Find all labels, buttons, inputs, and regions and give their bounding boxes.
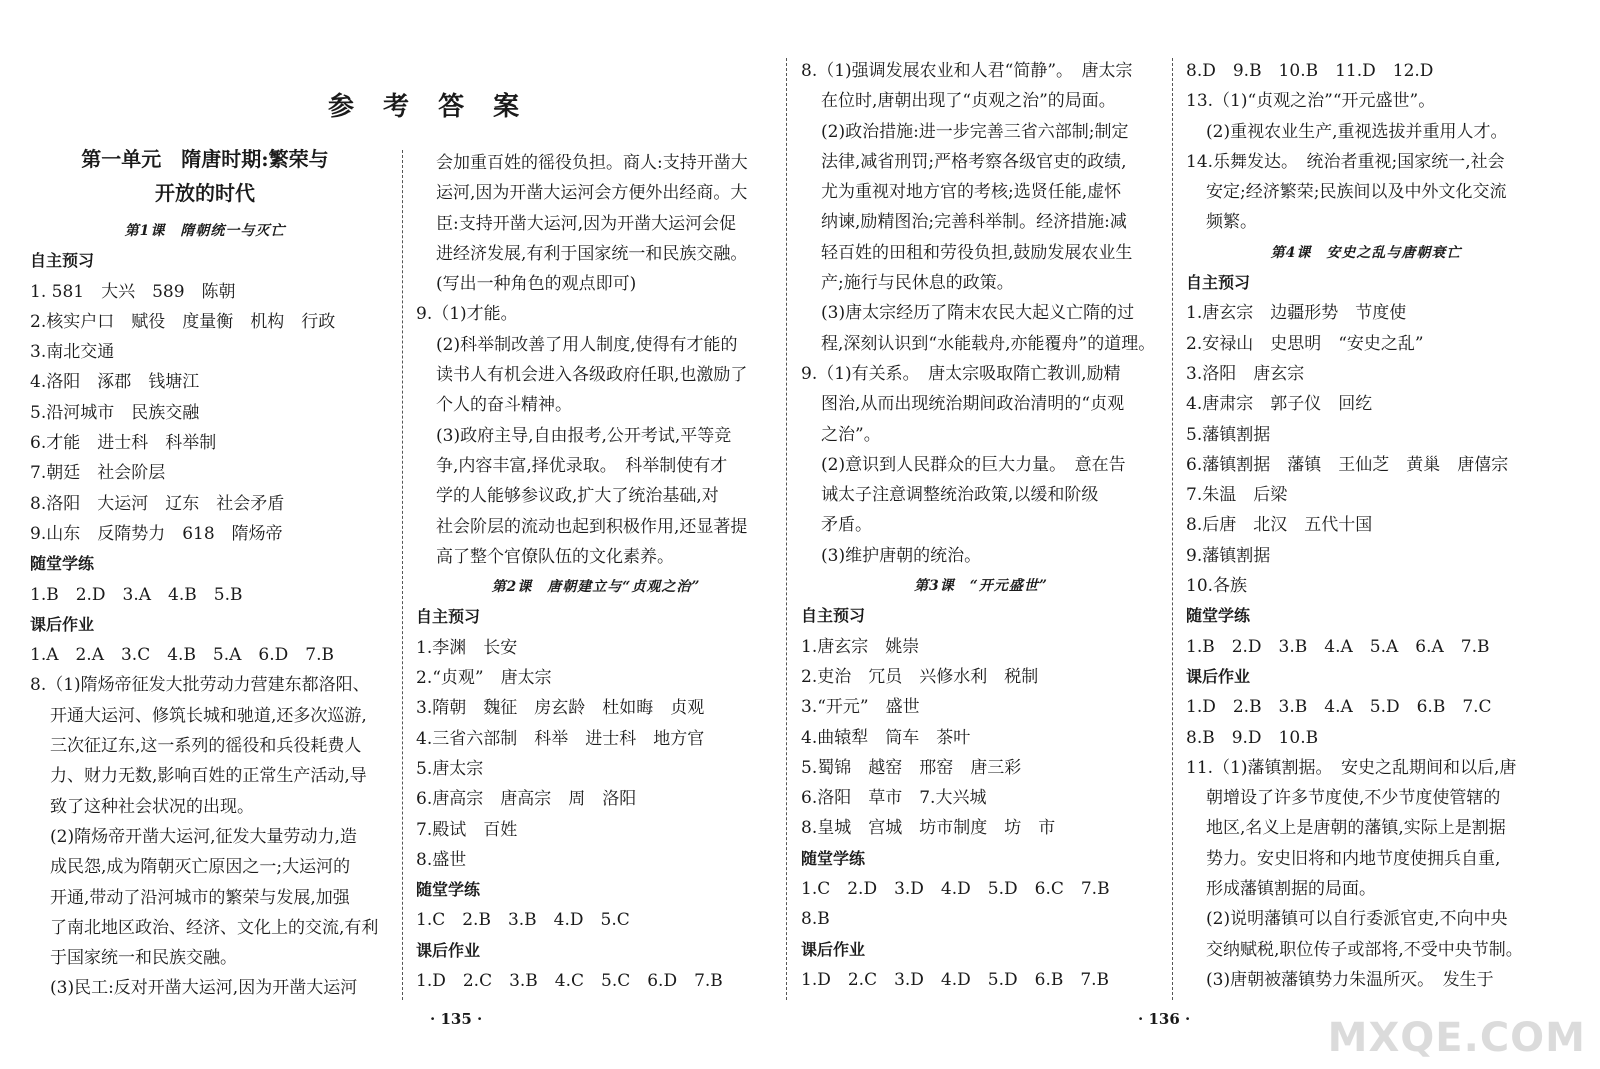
answer-line: 矛盾。 xyxy=(821,515,872,536)
section-heading: 自主预习 xyxy=(30,251,95,271)
section-heading: 自主预习 xyxy=(1186,273,1251,293)
answer-line: 5.沿河城市 民族交融 xyxy=(30,402,200,423)
answer-column-3 xyxy=(801,56,1161,995)
answer-column-4 xyxy=(1186,56,1546,995)
column-divider xyxy=(402,150,403,1000)
answer-line: 9.（1)才能。 xyxy=(416,304,518,325)
answer-line: 个人的奋斗精神。 xyxy=(436,395,572,416)
answer-line: 轻百姓的田租和劳役负担,鼓励发展农业生 xyxy=(821,242,1133,263)
answer-line: 7.朱温 后梁 xyxy=(1186,485,1288,506)
answer-line: 产;施行与民休息的政策。 xyxy=(821,273,1014,294)
answer-line: 三次征辽东,这一系列的徭役和兵役耗费人 xyxy=(50,736,362,757)
unit-title-line-1: 第一单元 隋唐时期:繁荣与 xyxy=(81,147,329,171)
answer-line: 14.乐舞发达。 统治者重视;国家统一,社会 xyxy=(1186,151,1505,172)
answer-line: 1.唐玄宗 边疆形势 节度使 xyxy=(1186,303,1407,324)
answer-line: 形成藩镇割据的局面。 xyxy=(1206,879,1376,900)
answer-line: 势力。安史旧将和内地节度使拥兵自重, xyxy=(1206,848,1501,869)
answer-line: 致了这种社会状况的出现。 xyxy=(50,796,254,817)
answer-line: 纳谏,励精图治;完善科举制。经济措施:减 xyxy=(821,212,1127,233)
answer-line: 8.（1)隋炀帝征发大批劳动力营建东都洛阳、 xyxy=(30,675,370,696)
column-divider xyxy=(1172,58,1173,1000)
answer-line: (2)隋炀帝开凿大运河,征发大量劳动力,造 xyxy=(50,826,357,847)
answer-line: 9.藩镇割据 xyxy=(1186,545,1271,566)
answer-line: 1.D 2.C 3.D 4.D 5.D 6.B 7.B xyxy=(801,969,1110,990)
answer-line: 8.盛世 xyxy=(416,849,467,870)
section-heading: 随堂学练 xyxy=(801,848,866,868)
answer-line: 运河,因为开凿大运河会方便外出经商。大 xyxy=(436,183,748,204)
column-divider xyxy=(786,58,787,1000)
answer-line: 5.藩镇割据 xyxy=(1186,424,1271,445)
answer-line: 7.朝廷 社会阶层 xyxy=(30,463,166,484)
watermark-logo: MXQE.COM xyxy=(1327,1015,1586,1061)
answer-line: 高了整个官僚队伍的文化素养。 xyxy=(436,546,674,567)
answer-line: 之治”。 xyxy=(821,424,881,445)
answer-line: 1.唐玄宗 姚崇 xyxy=(801,636,920,657)
answer-line: 13.（1)“贞观之治”“开元盛世”。 xyxy=(1186,91,1436,112)
section-heading: 随堂学练 xyxy=(416,880,481,900)
answer-line: 2.核实户口 赋役 度量衡 机构 行政 xyxy=(30,311,336,332)
answer-line: 1.李渊 长安 xyxy=(416,637,518,658)
answer-line: 4.唐肃宗 郭子仪 回纥 xyxy=(1186,394,1373,415)
answer-line: 5.蜀锦 越窑 邢窑 唐三彩 xyxy=(801,757,1022,778)
lesson-title: 第3课 “开元盛世” xyxy=(914,578,1048,595)
answer-line: 3.南北交通 xyxy=(30,342,115,363)
answer-column-2 xyxy=(416,148,776,996)
answer-line: 开通,带动了沿河城市的繁荣与发展,加强 xyxy=(50,887,350,908)
answer-line: (2)科举制改善了用人制度,使得有才能的 xyxy=(436,334,738,355)
answer-line: 会加重百姓的徭役负担。商人:支持开凿大 xyxy=(436,153,748,173)
section-heading: 课后作业 xyxy=(416,940,481,960)
section-heading: 课后作业 xyxy=(30,614,95,634)
answer-line: 8.皇城 宫城 坊市制度 坊 市 xyxy=(801,818,1056,839)
section-heading: 随堂学练 xyxy=(1186,606,1251,626)
answer-line: 3.洛阳 唐玄宗 xyxy=(1186,363,1305,384)
answer-line: (3)民工:反对开凿大运河,因为开凿大运河 xyxy=(50,978,358,999)
answer-line: 力、财力无数,影响百姓的正常生产活动,导 xyxy=(50,766,367,787)
answer-line: 9.（1)有关系。 唐太宗吸取隋亡教训,励精 xyxy=(801,363,1121,384)
answer-line: (3)唐朝被藩镇势力朱温所灭。 发生于 xyxy=(1206,969,1494,990)
answer-line: 臣:支持开凿大运河,因为开凿大运河会促 xyxy=(436,213,737,234)
answer-line: 3.隋朝 魏征 房玄龄 杜如晦 贞观 xyxy=(416,698,705,719)
answer-line: 程,深刻认识到“水能载舟,亦能覆舟”的道理。 xyxy=(821,333,1156,354)
lesson-title: 第4课 安史之乱与唐朝衰亡 xyxy=(1270,244,1462,261)
answer-line: 8.洛阳 大运河 辽东 社会矛盾 xyxy=(30,493,285,514)
answer-line: 诫太子注意调整统治政策,以缓和阶级 xyxy=(821,485,1099,506)
answer-line: (3)唐太宗经历了隋末农民大起义亡隋的过 xyxy=(821,303,1135,324)
section-heading: 自主预习 xyxy=(416,607,481,627)
answer-line: 11.（1)藩镇割据。 安史之乱期间和以后,唐 xyxy=(1186,757,1517,778)
answer-line: 图治,从而出现统治期间政治清明的“贞观 xyxy=(821,394,1125,415)
answer-line: 5.唐太宗 xyxy=(416,758,484,779)
answer-line: 法律,减省刑罚;严格考察各级官吏的政绩, xyxy=(821,151,1127,172)
answer-line: 安定;经济繁荣;民族间以及中外文化交流 xyxy=(1206,182,1507,203)
answer-line: 成民怨,成为隋朝灭亡原因之一;大运河的 xyxy=(50,857,351,878)
answer-line: 尤为重视对地方官的考核;选贤任能,虚怀 xyxy=(821,182,1122,203)
section-heading: 课后作业 xyxy=(801,939,866,959)
answer-line: 8.B xyxy=(801,909,830,930)
answer-line: 6.唐高宗 唐高宗 周 洛阳 xyxy=(416,789,637,810)
answer-line: (写出一种角色的观点即可) xyxy=(436,274,637,295)
answer-column-1 xyxy=(30,142,380,1004)
answer-line: 地区,名义上是唐朝的藩镇,实际上是割据 xyxy=(1206,818,1506,839)
answer-line: 1.D 2.C 3.B 4.C 5.C 6.D 7.B xyxy=(416,971,723,992)
answer-line: 4.洛阳 涿郡 钱塘江 xyxy=(30,372,200,393)
answer-line: (2)说明藩镇可以自行委派官吏,不向中央 xyxy=(1206,909,1508,930)
answer-line: 8.B 9.D 10.B xyxy=(1186,727,1319,748)
answer-line: 开通大运河、修筑长城和驰道,还多次巡游, xyxy=(50,705,367,726)
answer-line: (2)政治措施:进一步完善三省六部制;制定 xyxy=(821,121,1129,142)
answer-line: 6.洛阳 草市 7.大兴城 xyxy=(801,788,987,809)
answer-line: 2.“贞观” 唐太宗 xyxy=(416,668,552,689)
answer-line: 学的人能够参议政,扩大了统治基础,对 xyxy=(436,486,719,507)
answer-line: (2)重视农业生产,重视选拔并重用人才。 xyxy=(1206,121,1508,142)
answer-line: 进经济发展,有利于国家统一和民族交融。 xyxy=(436,243,748,264)
page-number-right: · 136 · xyxy=(1138,1010,1191,1028)
unit-title-line-2: 开放的时代 xyxy=(155,181,255,205)
lesson-title: 第1课 隋朝统一与灭亡 xyxy=(124,223,286,239)
answer-line: 频繁。 xyxy=(1206,212,1257,233)
answer-line: 1.D 2.B 3.B 4.A 5.D 6.B 7.C xyxy=(1186,697,1492,718)
answer-line: 6.藩镇割据 藩镇 王仙芝 黄巢 唐僖宗 xyxy=(1186,454,1509,475)
answer-line: 交纳赋税,职位传子或部将,不受中央节制。 xyxy=(1206,939,1523,960)
answer-line: (3)政府主导,自由报考,公开考试,平等竞 xyxy=(436,425,732,446)
answer-line: 争,内容丰富,择优录取。 科举制使有才 xyxy=(436,455,728,476)
answer-line: 1.B 2.D 3.B 4.A 5.A 6.A 7.B xyxy=(1186,636,1490,657)
answer-line: 8.D 9.B 10.B 11.D 12.D xyxy=(1186,61,1434,81)
section-heading: 随堂学练 xyxy=(30,554,95,574)
answer-line: 社会阶层的流动也起到积极作用,还显著提 xyxy=(436,516,748,537)
answer-line: 读书人有机会进入各级政府任职,也激励了 xyxy=(436,365,748,386)
answer-line: 3.“开元” 盛世 xyxy=(801,697,920,718)
answer-line: 10.各族 xyxy=(1186,576,1248,597)
answer-line: 4.三省六部制 科举 进士科 地方官 xyxy=(416,728,705,749)
answer-line: 了南北地区政治、经济、文化上的交流,有利 xyxy=(50,917,379,938)
answer-line: 2.安禄山 史思明 “安史之乱” xyxy=(1186,333,1424,354)
answer-line: 8.（1)强调发展农业和人君“简静”。 唐太宗 xyxy=(801,61,1133,81)
page-number-value: 136 xyxy=(1148,1010,1180,1028)
answer-line: 1.C 2.D 3.D 4.D 5.D 6.C 7.B xyxy=(801,879,1110,900)
answer-line: 1.A 2.A 3.C 4.B 5.A 6.D 7.B xyxy=(30,645,334,666)
page-number-value: 135 xyxy=(440,1010,472,1028)
answer-line: 朝增设了许多节度使,不少节度使管辖的 xyxy=(1206,788,1501,809)
page-title: 参 考 答 案 xyxy=(328,92,530,122)
section-heading: 课后作业 xyxy=(1186,666,1251,686)
answer-line: 8.后唐 北汉 五代十国 xyxy=(1186,515,1373,536)
answer-line: 1.C 2.B 3.B 4.D 5.C xyxy=(416,910,630,931)
answer-line: 4.曲辕犁 筒车 茶叶 xyxy=(801,727,971,748)
answer-line: 在位时,唐朝出现了“贞观之治”的局面。 xyxy=(821,91,1116,112)
answer-line: (3)维护唐朝的统治。 xyxy=(821,545,982,566)
answer-line: 于国家统一和民族交融。 xyxy=(50,948,237,969)
answer-line: (2)意识到人民群众的巨大力量。 意在告 xyxy=(821,454,1126,475)
answer-line: 9.山东 反隋势力 618 隋炀帝 xyxy=(30,523,283,544)
answer-line: 1.B 2.D 3.A 4.B 5.B xyxy=(30,584,243,605)
answer-line: 1. 581 大兴 589 陈朝 xyxy=(30,281,236,302)
section-heading: 自主预习 xyxy=(801,606,866,626)
page-number-left: · 135 · xyxy=(430,1010,483,1028)
answer-line: 6.才能 进士科 科举制 xyxy=(30,433,217,454)
lesson-title: 第2课 唐朝建立与“贞观之治” xyxy=(491,579,701,596)
answer-line: 7.殿试 百姓 xyxy=(416,819,518,840)
answer-line: 2.吏治 冗员 兴修水利 税制 xyxy=(801,666,1039,687)
